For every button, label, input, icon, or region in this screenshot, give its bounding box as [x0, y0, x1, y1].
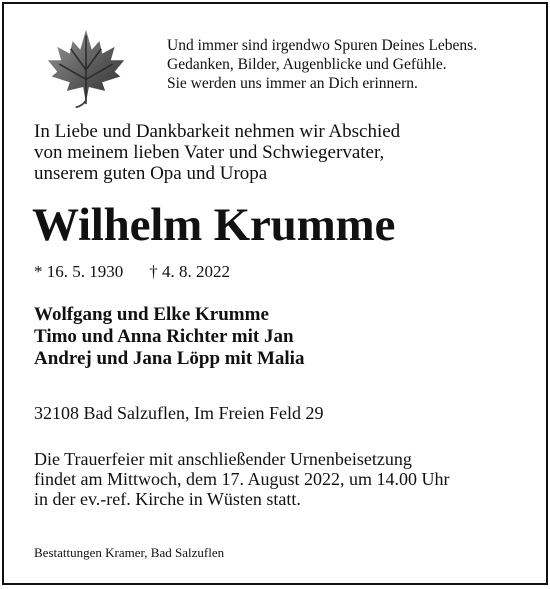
- life-dates: [34, 262, 230, 282]
- intro-text: [34, 121, 400, 184]
- service-line: in der ev.-ref. Kirche in Wüsten statt.: [34, 489, 301, 509]
- family-line: Wolfgang und Elke Krumme: [34, 304, 269, 325]
- intro-line: In Liebe und Dankbarkeit nehmen wir Abschied: [34, 121, 401, 142]
- poem-line: Gedanken, Bilder, Augenblicke und Gefühle.: [167, 56, 447, 73]
- maple-leaf-icon: [38, 24, 134, 108]
- obituary-notice: [2, 2, 548, 585]
- family-line: Timo und Anna Richter mit Jan: [34, 326, 294, 347]
- service-line: Die Trauerfeier mit anschließender Urnenbeisetzung: [34, 449, 412, 469]
- poem-line: Und immer sind irgendwo Spuren Deines Lebens.: [167, 37, 478, 54]
- family-line: Andrej und Jana Löpp mit Malia: [34, 348, 305, 369]
- service-line: findet am Mittwoch, dem 17. August 2022, um 14.00 Uhr: [34, 469, 450, 489]
- deceased-name: Wilhelm Krumme: [32, 199, 396, 251]
- undertaker: Bestattungen Kramer, Bad Salzuflen: [34, 545, 225, 560]
- intro-line: von meinem lieben Vater und Schwiegervater,: [34, 142, 385, 163]
- service-info: [34, 449, 449, 509]
- death-date: † 4. 8. 2022: [149, 262, 230, 281]
- address: 32108 Bad Salzuflen, Im Freien Feld 29: [34, 403, 324, 423]
- poem-line: Sie werden uns immer an Dich erinnern.: [167, 75, 418, 92]
- poem: [167, 36, 477, 93]
- family-names: [34, 304, 304, 370]
- birth-date: * 16. 5. 1930: [34, 262, 124, 281]
- intro-line: unserem guten Opa und Uropa: [34, 163, 268, 184]
